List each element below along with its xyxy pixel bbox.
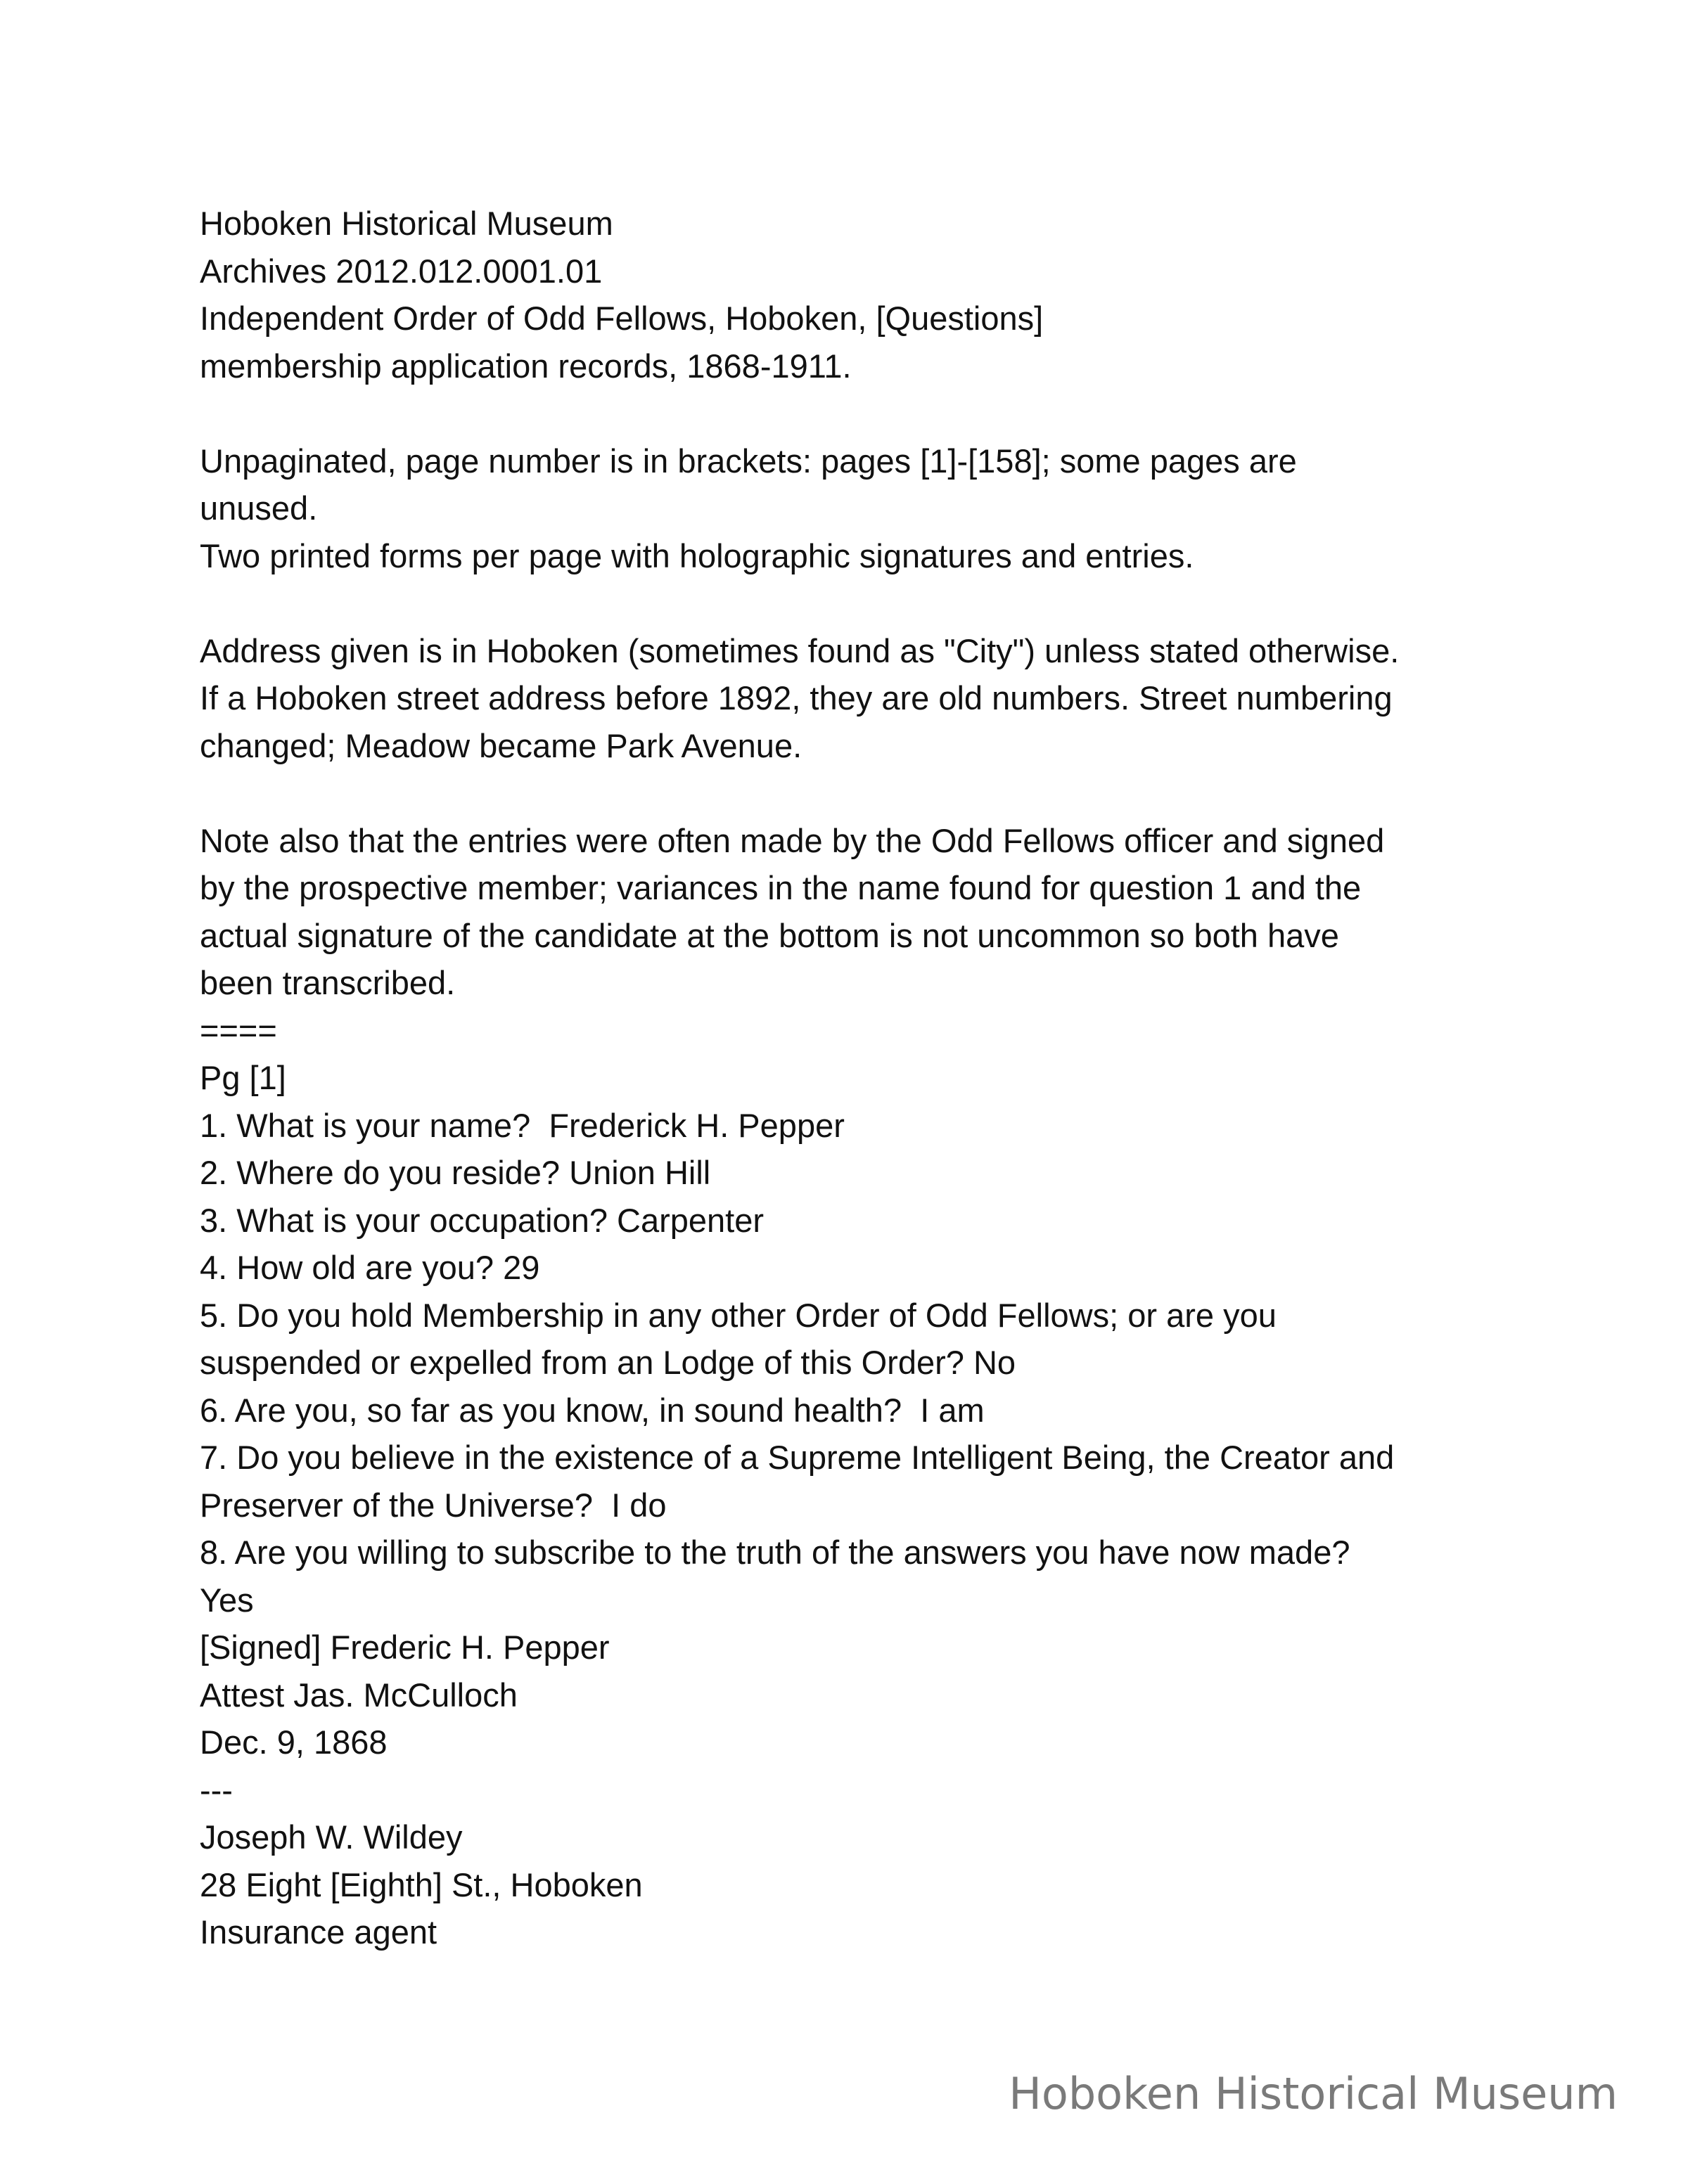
record-question-5-line-1: 5. Do you hold Membership in any other Order of Odd Fellows; or are you	[200, 1296, 1277, 1334]
spacer	[200, 579, 1522, 627]
note-paging-line-2: unused.	[200, 489, 318, 527]
note-address-line-3: changed; Meadow became Park Avenue.	[200, 726, 803, 764]
note-address-line-1: Address given is in Hoboken (sometimes found as "City") unless stated otherwise.	[200, 631, 1400, 669]
record-question-4: 4. How old are you? 29	[200, 1249, 540, 1286]
section-separator: ====	[200, 1011, 277, 1049]
record-date: Dec. 9, 1868	[200, 1723, 388, 1761]
record-page-label: Pg [1]	[200, 1059, 286, 1096]
record-signed: [Signed] Frederic H. Pepper	[200, 1629, 610, 1666]
note-paging-line-1: Unpaginated, page number is in brackets: pages [1]-[158]; some pages are	[200, 442, 1297, 480]
record-attest: Attest Jas. McCulloch	[200, 1676, 518, 1714]
record-question-8-line-2: Yes	[200, 1581, 254, 1619]
note-entries-line-2: by the prospective member; variances in the name found for question 1 and the	[200, 869, 1362, 906]
next-record-name: Joseph W. Wildey	[200, 1818, 463, 1856]
header-collection-title: Independent Order of Odd Fellows, Hoboken, [Questions]	[200, 300, 1044, 337]
header-institution: Hoboken Historical Museum	[200, 205, 613, 242]
spacer	[200, 390, 1522, 437]
header-collection-subtitle: membership application records, 1868-1911.	[200, 347, 852, 385]
record-question-6: 6. Are you, so far as you know, in sound health? I am	[200, 1391, 985, 1429]
next-record-occupation: Insurance agent	[200, 1913, 437, 1951]
next-record-address: 28 Eight [Eighth] St., Hoboken	[200, 1865, 643, 1903]
record-question-7-line-2: Preserver of the Universe? I do	[200, 1486, 667, 1524]
note-entries-line-1: Note also that the entries were often made by the Odd Fellows officer and signed	[200, 821, 1385, 859]
record-question-7-line-1: 7. Do you believe in the existence of a Supreme Intelligent Being, the Creator and	[200, 1439, 1395, 1476]
record-question-3: 3. What is your occupation? Carpenter	[200, 1201, 765, 1239]
note-entries-line-4: been transcribed.	[200, 964, 456, 1001]
record-question-5-line-2: suspended or expelled from an Lodge of this Order? No	[200, 1344, 1016, 1381]
note-entries-line-3: actual signature of the candidate at the bottom is not uncommon so both have	[200, 916, 1339, 954]
record-question-2: 2. Where do you reside? Union Hill	[200, 1154, 711, 1191]
document-page	[200, 200, 1522, 1956]
note-address-line-2: If a Hoboken street address before 1892, they are old numbers. Street numbering	[200, 679, 1393, 717]
header-archives-id: Archives 2012.012.0001.01	[200, 252, 603, 290]
record-separator: ---	[200, 1771, 233, 1809]
museum-watermark: Hoboken Historical Museum	[1009, 2068, 1618, 2119]
record-question-1: 1. What is your name? Frederick H. Pepper	[200, 1106, 845, 1144]
record-question-8-line-1: 8. Are you willing to subscribe to the truth of the answers you have now made?	[200, 1534, 1350, 1571]
note-forms: Two printed forms per page with holographic signatures and entries.	[200, 537, 1194, 574]
spacer	[200, 769, 1522, 817]
